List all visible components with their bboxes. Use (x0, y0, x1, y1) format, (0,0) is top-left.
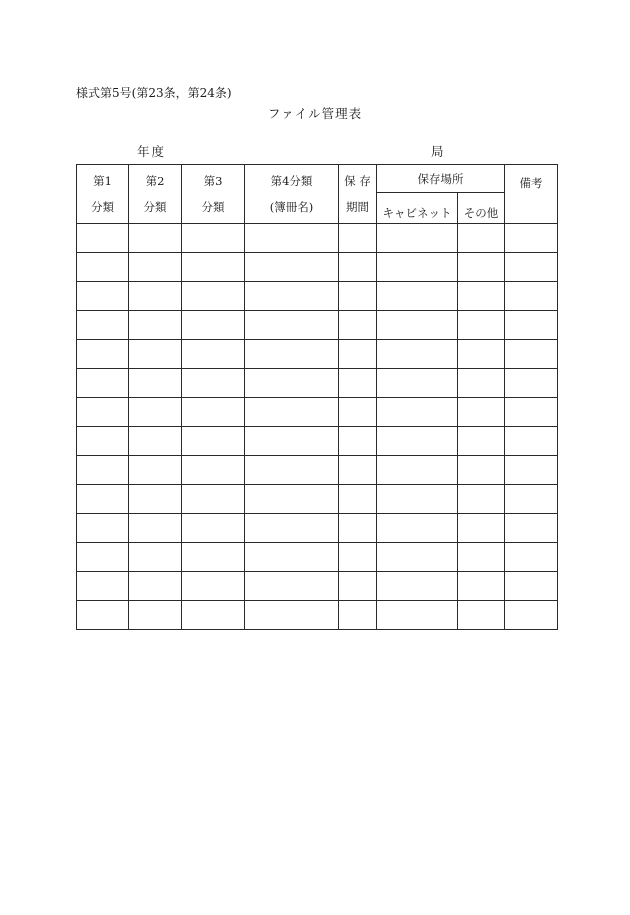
header-second-category (129, 165, 182, 224)
cell-other[interactable] (458, 224, 505, 253)
cell-cabinet[interactable] (377, 398, 458, 427)
cell-fourth-category[interactable] (245, 282, 339, 311)
header-row (77, 165, 558, 193)
cell-cabinet[interactable] (377, 514, 458, 543)
bureau-label: 局 (431, 144, 444, 159)
cell-cabinet[interactable] (377, 427, 458, 456)
cell-first-category[interactable] (77, 601, 129, 630)
cell-other[interactable] (458, 282, 505, 311)
fiscal-year-label: 年度 (137, 144, 167, 159)
cell-fourth-category[interactable] (245, 601, 339, 630)
cell-third-category[interactable] (182, 543, 245, 572)
cell-third-category[interactable] (182, 456, 245, 485)
cell-other[interactable] (458, 514, 505, 543)
cell-other[interactable] (458, 572, 505, 601)
cell-remarks[interactable] (505, 572, 558, 601)
header-remarks: 備考 (505, 165, 558, 224)
cell-second-category[interactable] (129, 543, 182, 572)
header-first-category-line1: 第1 (93, 174, 112, 188)
cell-second-category[interactable] (129, 224, 182, 253)
cell-cabinet[interactable] (377, 543, 458, 572)
cell-retention-period[interactable] (339, 311, 377, 340)
cell-other[interactable] (458, 369, 505, 398)
header-fourth-category-line1: 第4分類 (270, 174, 313, 188)
cell-other[interactable] (458, 340, 505, 369)
cell-retention-period[interactable] (339, 572, 377, 601)
cell-cabinet[interactable] (377, 340, 458, 369)
cell-remarks[interactable] (505, 340, 558, 369)
header-first-category (77, 165, 129, 224)
table-row (77, 311, 558, 340)
cell-retention-period[interactable] (339, 543, 377, 572)
document-title: ファイル管理表 (267, 106, 363, 121)
cell-fourth-category[interactable] (245, 456, 339, 485)
cell-remarks[interactable] (505, 253, 558, 282)
cell-retention-period[interactable] (339, 427, 377, 456)
cell-other[interactable] (458, 485, 505, 514)
cell-remarks[interactable] (505, 369, 558, 398)
cell-fourth-category[interactable] (245, 514, 339, 543)
header-third-category-line1: 第3 (203, 174, 223, 188)
cell-fourth-category[interactable] (245, 224, 339, 253)
table-row (77, 572, 558, 601)
cell-first-category[interactable] (77, 572, 129, 601)
cell-third-category[interactable] (182, 369, 245, 398)
cell-cabinet[interactable] (377, 456, 458, 485)
cell-remarks[interactable] (505, 601, 558, 630)
header-retention-period (339, 165, 377, 224)
cell-second-category[interactable] (129, 282, 182, 311)
cell-second-category[interactable] (129, 485, 182, 514)
table-row (77, 282, 558, 311)
header-first-category-line2: 分類 (91, 200, 114, 214)
cell-second-category[interactable] (129, 398, 182, 427)
cell-third-category[interactable] (182, 398, 245, 427)
header-fourth-category-line2: (簿冊名) (269, 200, 314, 214)
cell-third-category[interactable] (182, 427, 245, 456)
table-row (77, 543, 558, 572)
cell-fourth-category[interactable] (245, 340, 339, 369)
table-row (77, 398, 558, 427)
cell-fourth-category[interactable] (245, 427, 339, 456)
cell-other[interactable] (458, 456, 505, 485)
cell-first-category[interactable] (77, 253, 129, 282)
cell-fourth-category[interactable] (245, 253, 339, 282)
cell-first-category[interactable] (77, 427, 129, 456)
cell-retention-period[interactable] (339, 485, 377, 514)
cell-fourth-category[interactable] (245, 572, 339, 601)
header-third-category-line2: 分類 (201, 200, 225, 214)
header-storage-location: 保存場所 (377, 165, 505, 193)
cell-cabinet[interactable] (377, 572, 458, 601)
cell-retention-period[interactable] (339, 398, 377, 427)
header-cabinet: キャビネット (377, 193, 458, 224)
cell-retention-period[interactable] (339, 224, 377, 253)
cell-third-category[interactable] (182, 601, 245, 630)
cell-fourth-category[interactable] (245, 543, 339, 572)
cell-other[interactable] (458, 601, 505, 630)
table-row (77, 514, 558, 543)
cell-third-category[interactable] (182, 572, 245, 601)
cell-remarks[interactable] (505, 282, 558, 311)
cell-cabinet[interactable] (377, 282, 458, 311)
cell-third-category[interactable] (182, 282, 245, 311)
cell-remarks[interactable] (505, 543, 558, 572)
header-third-category (182, 165, 245, 224)
header-second-category-line2: 分類 (143, 200, 167, 214)
cell-cabinet[interactable] (377, 311, 458, 340)
cell-cabinet[interactable] (377, 601, 458, 630)
cell-other[interactable] (458, 398, 505, 427)
cell-remarks[interactable] (505, 427, 558, 456)
cell-first-category[interactable] (77, 514, 129, 543)
table-row (77, 340, 558, 369)
cell-cabinet[interactable] (377, 224, 458, 253)
cell-second-category[interactable] (129, 456, 182, 485)
cell-fourth-category[interactable] (245, 398, 339, 427)
table-row (77, 369, 558, 398)
cell-other[interactable] (458, 543, 505, 572)
cell-fourth-category[interactable] (245, 369, 339, 398)
cell-remarks[interactable] (505, 456, 558, 485)
table-row (77, 456, 558, 485)
cell-remarks[interactable] (505, 224, 558, 253)
header-other: その他 (458, 193, 505, 224)
cell-third-category[interactable] (182, 224, 245, 253)
cell-cabinet[interactable] (377, 369, 458, 398)
cell-other[interactable] (458, 427, 505, 456)
cell-fourth-category[interactable] (245, 311, 339, 340)
cell-second-category[interactable] (129, 601, 182, 630)
cell-second-category[interactable] (129, 514, 182, 543)
cell-retention-period[interactable] (339, 601, 377, 630)
cell-retention-period[interactable] (339, 253, 377, 282)
cell-first-category[interactable] (77, 398, 129, 427)
cell-retention-period[interactable] (339, 456, 377, 485)
cell-cabinet[interactable] (377, 485, 458, 514)
table-row (77, 427, 558, 456)
cell-second-category[interactable] (129, 572, 182, 601)
cell-retention-period[interactable] (339, 340, 377, 369)
table-row (77, 485, 558, 514)
cell-first-category[interactable] (77, 485, 129, 514)
header-retention-period-line2: 期間 (346, 200, 369, 214)
cell-second-category[interactable] (129, 253, 182, 282)
cell-retention-period[interactable] (339, 282, 377, 311)
cell-third-category[interactable] (182, 311, 245, 340)
cell-first-category[interactable] (77, 456, 129, 485)
cell-second-category[interactable] (129, 369, 182, 398)
cell-retention-period[interactable] (339, 514, 377, 543)
header-fourth-category (245, 165, 339, 224)
form-number: 様式第5号(第23条，第24条) (76, 86, 232, 100)
cell-other[interactable] (458, 311, 505, 340)
cell-second-category[interactable] (129, 311, 182, 340)
cell-remarks[interactable] (505, 485, 558, 514)
table-row (77, 601, 558, 630)
table-row (77, 224, 558, 253)
cell-first-category[interactable] (77, 224, 129, 253)
cell-other[interactable] (458, 253, 505, 282)
cell-remarks[interactable] (505, 514, 558, 543)
table-row (77, 253, 558, 282)
file-management-table (76, 164, 558, 630)
header-second-category-line1: 第2 (145, 174, 165, 188)
cell-cabinet[interactable] (377, 253, 458, 282)
cell-remarks[interactable] (505, 398, 558, 427)
cell-third-category[interactable] (182, 340, 245, 369)
cell-second-category[interactable] (129, 427, 182, 456)
cell-first-category[interactable] (77, 340, 129, 369)
cell-first-category[interactable] (77, 311, 129, 340)
cell-remarks[interactable] (505, 311, 558, 340)
cell-third-category[interactable] (182, 253, 245, 282)
cell-first-category[interactable] (77, 543, 129, 572)
cell-fourth-category[interactable] (245, 485, 339, 514)
cell-third-category[interactable] (182, 485, 245, 514)
header-retention-period-line1: 保 存 (344, 174, 371, 188)
cell-first-category[interactable] (77, 369, 129, 398)
cell-third-category[interactable] (182, 514, 245, 543)
cell-first-category[interactable] (77, 282, 129, 311)
cell-second-category[interactable] (129, 340, 182, 369)
cell-retention-period[interactable] (339, 369, 377, 398)
